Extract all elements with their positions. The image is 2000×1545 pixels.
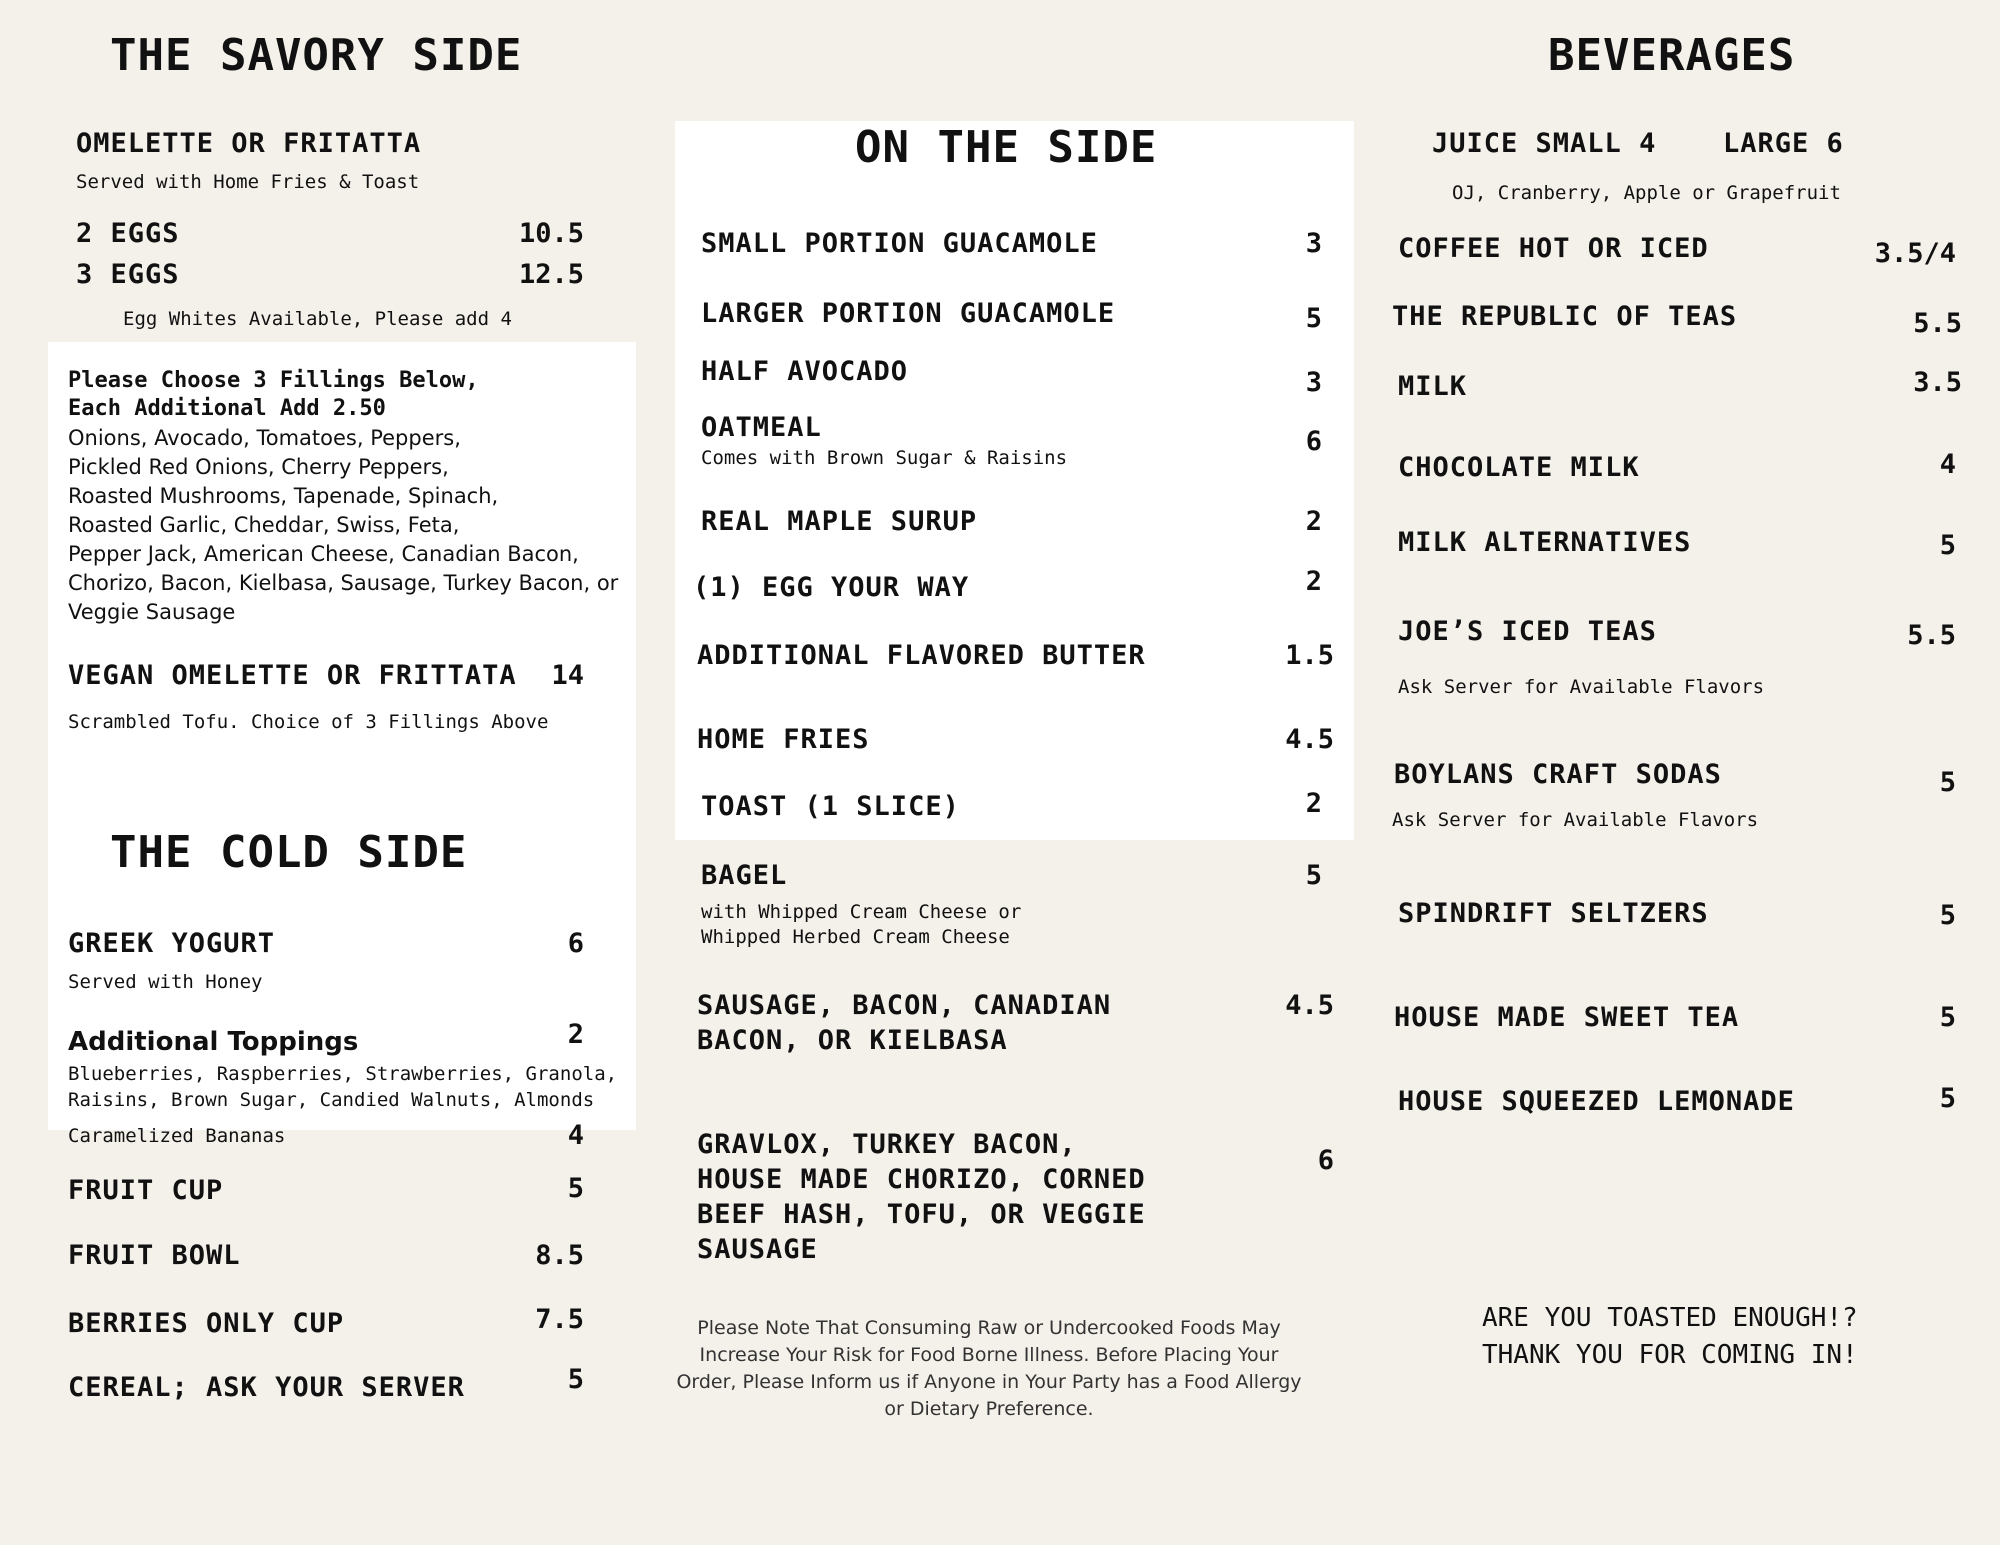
gravlox-price: 6 bbox=[1317, 1145, 1334, 1176]
bananas-price: 4 bbox=[567, 1120, 584, 1151]
meats-price: 4.5 bbox=[1285, 990, 1334, 1021]
spindrift-price: 5 bbox=[1939, 900, 1956, 931]
half-avocado-price: 3 bbox=[1305, 367, 1322, 398]
beverages-title: BEVERAGES bbox=[1548, 30, 1796, 81]
three-eggs-label: 3 EGGS bbox=[76, 259, 180, 290]
toast-price: 2 bbox=[1305, 788, 1322, 819]
juice-subtitle: OJ, Cranberry, Apple or Grapefruit bbox=[1452, 182, 1841, 204]
lemonade-price: 5 bbox=[1939, 1083, 1956, 1114]
gravlox-line: GRAVLOX, TURKEY BACON, bbox=[697, 1129, 1077, 1160]
spindrift-label: SPINDRIFT SELTZERS bbox=[1398, 898, 1709, 929]
large-guac-label: LARGER PORTION GUACAMOLE bbox=[701, 298, 1116, 329]
bagel-subtitle-1: with Whipped Cream Cheese or bbox=[701, 901, 1022, 923]
half-avocado-label: HALF AVOCADO bbox=[701, 356, 909, 387]
sweet-tea-price: 5 bbox=[1939, 1002, 1956, 1033]
maple-price: 2 bbox=[1305, 506, 1322, 537]
large-guac-price: 5 bbox=[1305, 303, 1322, 334]
milk-label: MILK bbox=[1398, 371, 1468, 402]
greek-yogurt-price: 6 bbox=[567, 928, 584, 959]
toppings-label: Additional Toppings bbox=[68, 1027, 359, 1057]
fillings-line: Chorizo, Bacon, Kielbasa, Sausage, Turkey Bacon, or bbox=[68, 571, 619, 595]
fillings-line: Onions, Avocado, Tomatoes, Peppers, bbox=[68, 426, 461, 450]
fillings-line: Veggie Sausage bbox=[68, 600, 236, 624]
fillings-heading-2: Each Additional Add 2.50 bbox=[68, 396, 386, 421]
fillings-heading-1: Please Choose 3 Fillings Below, bbox=[68, 368, 479, 393]
fillings-line: Pickled Red Onions, Cherry Peppers, bbox=[68, 455, 449, 479]
fruit-cup-price: 5 bbox=[567, 1173, 584, 1204]
meats-line-1: SAUSAGE, BACON, CANADIAN bbox=[697, 990, 1112, 1021]
allergy-note-line: Please Note That Consuming Raw or Undercooked Foods May bbox=[697, 1317, 1281, 1339]
allergy-note-line: Order, Please Inform us if Anyone in Your Party has a Food Allergy bbox=[676, 1371, 1302, 1393]
two-eggs-label: 2 EGGS bbox=[76, 218, 180, 249]
fruit-cup-label: FRUIT CUP bbox=[68, 1175, 224, 1206]
butter-label: ADDITIONAL FLAVORED BUTTER bbox=[697, 640, 1146, 671]
cereal-label: CEREAL; ASK YOUR SERVER bbox=[68, 1372, 465, 1403]
boylans-label: BOYLANS CRAFT SODAS bbox=[1394, 759, 1722, 790]
oatmeal-subtitle: Comes with Brown Sugar & Raisins bbox=[701, 447, 1068, 469]
chocolate-milk-price: 4 bbox=[1939, 449, 1956, 480]
side-title: ON THE SIDE bbox=[855, 122, 1158, 173]
fruit-bowl-price: 8.5 bbox=[535, 1240, 584, 1271]
butter-price: 1.5 bbox=[1285, 640, 1334, 671]
allergy-note-line: or Dietary Preference. bbox=[884, 1398, 1094, 1420]
teas-price: 5.5 bbox=[1913, 308, 1962, 339]
toppings-line-2: Raisins, Brown Sugar, Candied Walnuts, Almonds bbox=[68, 1089, 595, 1111]
milk-price: 3.5 bbox=[1913, 367, 1962, 398]
milk-alternatives-price: 5 bbox=[1939, 530, 1956, 561]
egg-label: (1) EGG YOUR WAY bbox=[693, 572, 970, 603]
milk-alternatives-label: MILK ALTERNATIVES bbox=[1398, 527, 1692, 558]
bagel-subtitle-2: Whipped Herbed Cream Cheese bbox=[701, 926, 1010, 948]
greek-yogurt-label: GREEK YOGURT bbox=[68, 928, 276, 959]
juice-large: LARGE 6 bbox=[1723, 128, 1844, 159]
egg-price: 2 bbox=[1305, 566, 1322, 597]
gravlox-line: HOUSE MADE CHORIZO, CORNED bbox=[697, 1164, 1146, 1195]
cereal-price: 5 bbox=[567, 1364, 584, 1395]
bananas-label: Caramelized Bananas bbox=[68, 1125, 286, 1147]
meats-line-2: BACON, OR KIELBASA bbox=[697, 1025, 1008, 1056]
boylans-price: 5 bbox=[1939, 767, 1956, 798]
maple-label: REAL MAPLE SURUP bbox=[701, 506, 978, 537]
joes-iced-teas-label: JOE’S ICED TEAS bbox=[1398, 616, 1657, 647]
fillings-line: Pepper Jack, American Cheese, Canadian Bacon, bbox=[68, 542, 579, 566]
cold-title: THE COLD SIDE bbox=[110, 827, 468, 878]
egg-whites-note: Egg Whites Available, Please add 4 bbox=[123, 308, 512, 330]
allergy-note-line: Increase Your Risk for Food Borne Illness. Before Placing Your bbox=[699, 1344, 1279, 1366]
savory-title: THE SAVORY SIDE bbox=[110, 30, 523, 81]
vegan-omelette-label: VEGAN OMELETTE OR FRITTATA bbox=[68, 660, 517, 691]
gravlox-line: BEEF HASH, TOFU, OR VEGGIE bbox=[697, 1199, 1146, 1230]
thanks-line-1: ARE YOU TOASTED ENOUGH!? bbox=[1482, 1303, 1858, 1333]
oatmeal-label: OATMEAL bbox=[701, 412, 822, 443]
coffee-label: COFFEE HOT OR ICED bbox=[1398, 233, 1709, 264]
toast-label: TOAST (1 SLICE) bbox=[701, 791, 960, 822]
small-guac-price: 3 bbox=[1305, 228, 1322, 259]
sweet-tea-label: HOUSE MADE SWEET TEA bbox=[1394, 1002, 1740, 1033]
bagel-price: 5 bbox=[1305, 860, 1322, 891]
fruit-bowl-label: FRUIT BOWL bbox=[68, 1240, 241, 1271]
omelette-subtitle: Served with Home Fries & Toast bbox=[76, 171, 420, 193]
joes-iced-teas-price: 5.5 bbox=[1907, 620, 1956, 651]
juice-small: JUICE SMALL 4 bbox=[1432, 128, 1657, 159]
teas-label: THE REPUBLIC OF TEAS bbox=[1392, 301, 1738, 332]
coffee-price: 3.5/4 bbox=[1874, 238, 1956, 269]
fillings-line: Roasted Garlic, Cheddar, Swiss, Feta, bbox=[68, 513, 460, 537]
home-fries-price: 4.5 bbox=[1285, 724, 1334, 755]
lemonade-label: HOUSE SQUEEZED LEMONADE bbox=[1398, 1086, 1795, 1117]
bagel-label: BAGEL bbox=[701, 860, 788, 891]
boylans-subtitle: Ask Server for Available Flavors bbox=[1392, 809, 1759, 831]
berries-cup-label: BERRIES ONLY CUP bbox=[68, 1308, 345, 1339]
three-eggs-price: 12.5 bbox=[518, 259, 584, 290]
vegan-omelette-price: 14 bbox=[551, 660, 584, 691]
oatmeal-price: 6 bbox=[1305, 426, 1322, 457]
fillings-line: Roasted Mushrooms, Tapenade, Spinach, bbox=[68, 484, 499, 508]
joes-subtitle: Ask Server for Available Flavors bbox=[1398, 676, 1765, 698]
greek-yogurt-subtitle: Served with Honey bbox=[68, 971, 263, 993]
two-eggs-price: 10.5 bbox=[518, 218, 584, 249]
toppings-line-1: Blueberries, Raspberries, Strawberries, Granola, bbox=[68, 1063, 618, 1085]
omelette-title: OMELETTE OR FRITATTA bbox=[76, 128, 422, 159]
berries-cup-price: 7.5 bbox=[535, 1304, 584, 1335]
gravlox-line: SAUSAGE bbox=[697, 1234, 818, 1265]
small-guac-label: SMALL PORTION GUACAMOLE bbox=[701, 228, 1098, 259]
thanks-line-2: THANK YOU FOR COMING IN! bbox=[1482, 1340, 1858, 1370]
home-fries-label: HOME FRIES bbox=[697, 724, 870, 755]
toppings-price: 2 bbox=[567, 1019, 584, 1050]
chocolate-milk-label: CHOCOLATE MILK bbox=[1398, 452, 1640, 483]
vegan-subtitle: Scrambled Tofu. Choice of 3 Fillings Above bbox=[68, 711, 549, 733]
